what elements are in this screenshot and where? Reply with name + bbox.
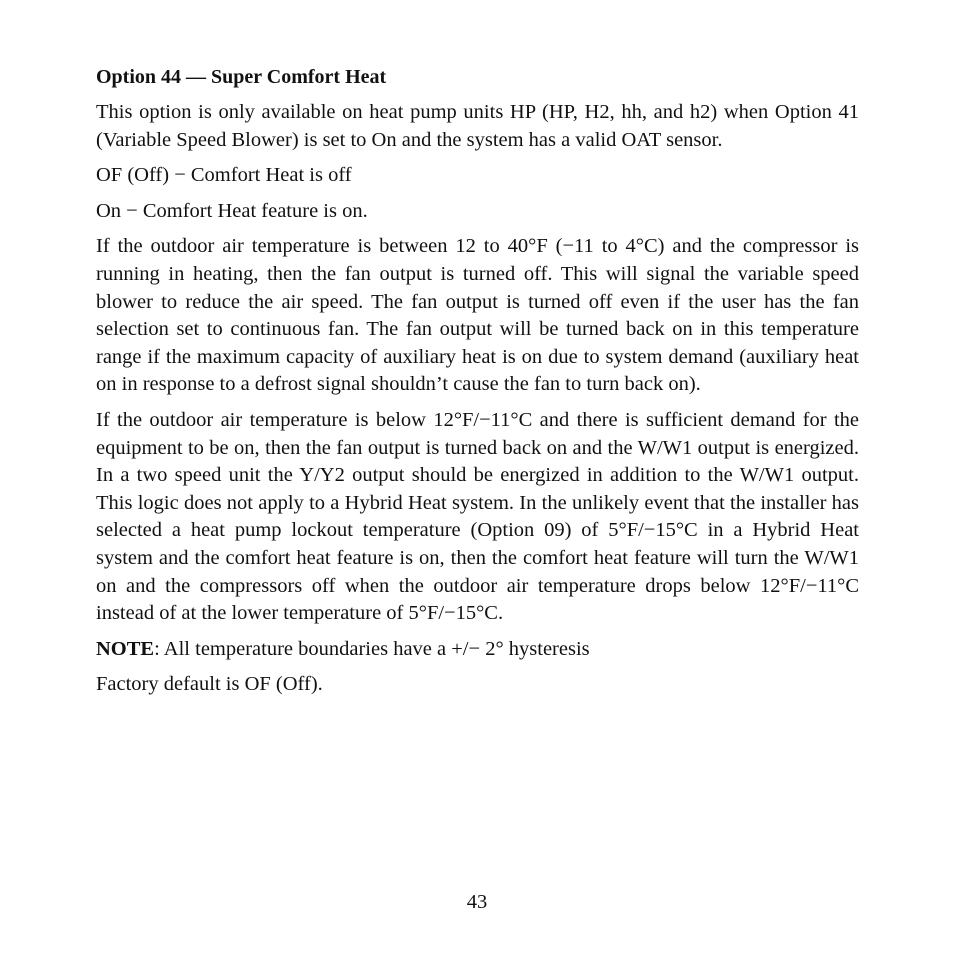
factory-default-line: Factory default is OF (Off).: [96, 673, 323, 696]
note-text: : All temperature boundaries have a +/− 2° hysteresis: [154, 637, 590, 660]
temperature-range-paragraph: If the outdoor air temperature is between 12 to 40°F (−11 to 4°C) and the compressor is running in heating, then the fan output is turned off. This will signal the variable speed blower to reduce the air speed. The fan output is turned off even if the user has the fan selection set to continuous fan. The fan output will be turned back on in this temperature range if the maximum capacity of auxiliary heat is on due to system demand (auxiliary heat on in response to a defrost signal shouldn’t cause the fan to turn back on).: [96, 235, 859, 396]
availability-paragraph: This option is only available on heat pump units HP (HP, H2, hh, and h2) when Option 41 (Variable Speed Blower) is set to On and the system has a valid OAT sensor.: [96, 101, 859, 151]
below-threshold-paragraph: If the outdoor air temperature is below 12°F/−11°C and there is sufficient demand for the equipment to be on, then the fan output is turned back on and the W/W1 output is energized. In a two speed unit the Y/Y2 output should be energized in addition to the W/W1 output. This logic does not apply to a Hybrid Heat system. In the unlikely event that the installer has selected a heat pump lockout temperature (Option 09) of 5°F/−15°C in a Hybrid Heat system and the comfort heat feature is on, then the comfort heat feature will turn the W/W1 on and the compressors off when the outdoor air temperature drops below 12°F/−11°C instead of at the lower temperature of 5°F/−15°C.: [96, 408, 859, 625]
page-number: 43: [466, 891, 488, 913]
on-setting-line: On − Comfort Heat feature is on.: [96, 199, 368, 222]
document-body: [96, 64, 859, 707]
section-heading: Option 44 — Super Comfort Heat: [96, 66, 387, 88]
off-setting-line: OF (Off) − Comfort Heat is off: [96, 164, 352, 187]
note-line: [96, 636, 859, 664]
note-label: NOTE: [96, 637, 155, 660]
